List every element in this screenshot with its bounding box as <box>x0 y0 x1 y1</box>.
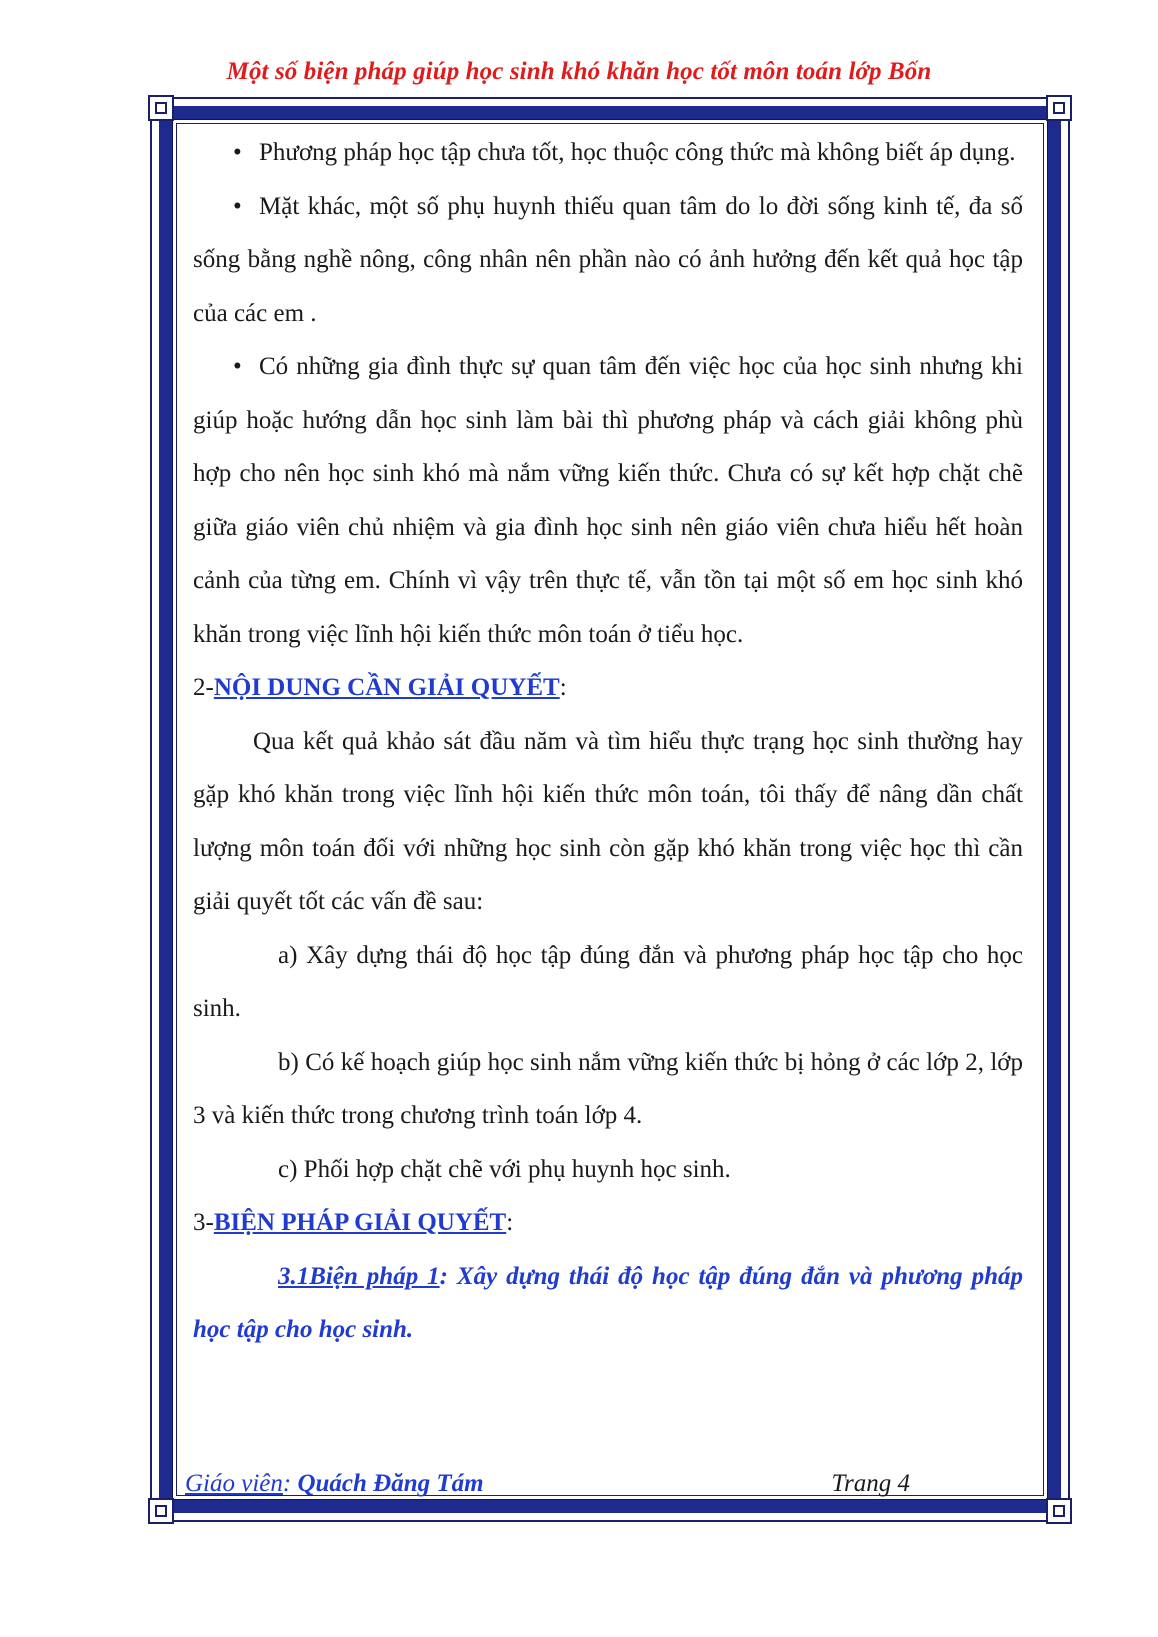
corner-ornament-bottom-right <box>1046 1498 1072 1524</box>
measure-1-label: 3.1Biện pháp 1 <box>278 1262 440 1290</box>
page-number: Trang 4 <box>831 1470 910 1497</box>
document-body <box>193 126 1023 1357</box>
page-footer: Giáo viên: Quách Đăng Tám Trang 4 <box>185 1470 910 1497</box>
bullet-dot-icon: • <box>233 139 242 166</box>
section-heading-3-title: BIỆN PHÁP GIẢI QUYẾT <box>213 1209 507 1236</box>
section-2-item-c: c) Phối hợp chặt chẽ với phụ huynh học sinh. <box>278 1155 731 1183</box>
measure-1-heading: 3.1Biện pháp 1: Xây dựng thái độ học tập đúng đắn và phương pháp học tập cho học sinh. <box>193 1262 1023 1343</box>
section-heading-3: 3-BIỆN PHÁP GIẢI QUYẾT: <box>193 1209 514 1236</box>
section-heading-2: 2-NỘI DUNG CẦN GIẢI QUYẾT: <box>193 674 567 701</box>
section-heading-2-title: NỘI DUNG CẦN GIẢI QUYẾT <box>213 674 560 701</box>
bullet-item: • Phương pháp học tập chưa tốt, học thuộc công thức mà không biết áp dụng. <box>193 126 1023 180</box>
corner-ornament-bottom-left <box>148 1498 174 1524</box>
corner-ornament-top-right <box>1046 95 1072 121</box>
corner-ornament-top-left <box>148 95 174 121</box>
bullet-item: • Có những gia đình thực sự quan tâm đến việc học của học sinh nhưng khi giúp hoặc hướng dẫn học sinh làm bài thì phương pháp và cách giải không phù hợp cho nên học sinh khó mà nắm vững kiến thức. Chưa có sự kết hợp chặt chẽ giữa giáo viên chủ nhiệm và gia đình học sinh nên giáo viên chưa hiểu hết hoàn cảnh của từng em. Chính vì vậy trên thực tế, vẫn tồn tại một số em học sinh khó khăn trong việc lĩnh hội kiến thức môn toán ở tiểu học. <box>193 340 1023 661</box>
section-2-intro: Qua kết quả khảo sát đầu năm và tìm hiểu thực trạng học sinh thường hay gặp khó khăn trong việc lĩnh hội kiến thức môn toán, tôi thấy để nâng dần chất lượng môn toán đối với những học sinh còn gặp khó khăn trong việc học thì cần giải quyết tốt các vấn đề sau: <box>193 727 1023 915</box>
section-2-item-a: a) Xây dựng thái độ học tập đúng đắn và phương pháp học tập cho học sinh. <box>193 941 1023 1022</box>
bullet-dot-icon: • <box>233 192 242 220</box>
section-2-item-b: b) Có kế hoạch giúp học sinh nắm vững kiến thức bị hỏng ở các lớp 2, lớp 3 và kiến thức trong chương trình toán lớp 4. <box>193 1048 1023 1129</box>
teacher-label: Giáo viên <box>185 1470 283 1497</box>
bullet-dot-icon: • <box>233 353 242 380</box>
page-header-title: Một số biện pháp giúp học sinh khó khăn học tốt môn toán lớp Bốn <box>226 58 932 85</box>
teacher-name: Quách Đăng Tám <box>291 1470 484 1497</box>
measure-1-text: Xây dựng thái độ học tập đúng đắn và phương pháp học tập cho học sinh. <box>193 1262 1023 1343</box>
bullet-item: • Mặt khác, một số phụ huynh thiếu quan tâm do lo đời sống kinh tế, đa số sống bằng nghề nông, công nhân nên phần nào có ảnh hưởng đến kết quả học tập của các em . <box>193 180 1023 341</box>
